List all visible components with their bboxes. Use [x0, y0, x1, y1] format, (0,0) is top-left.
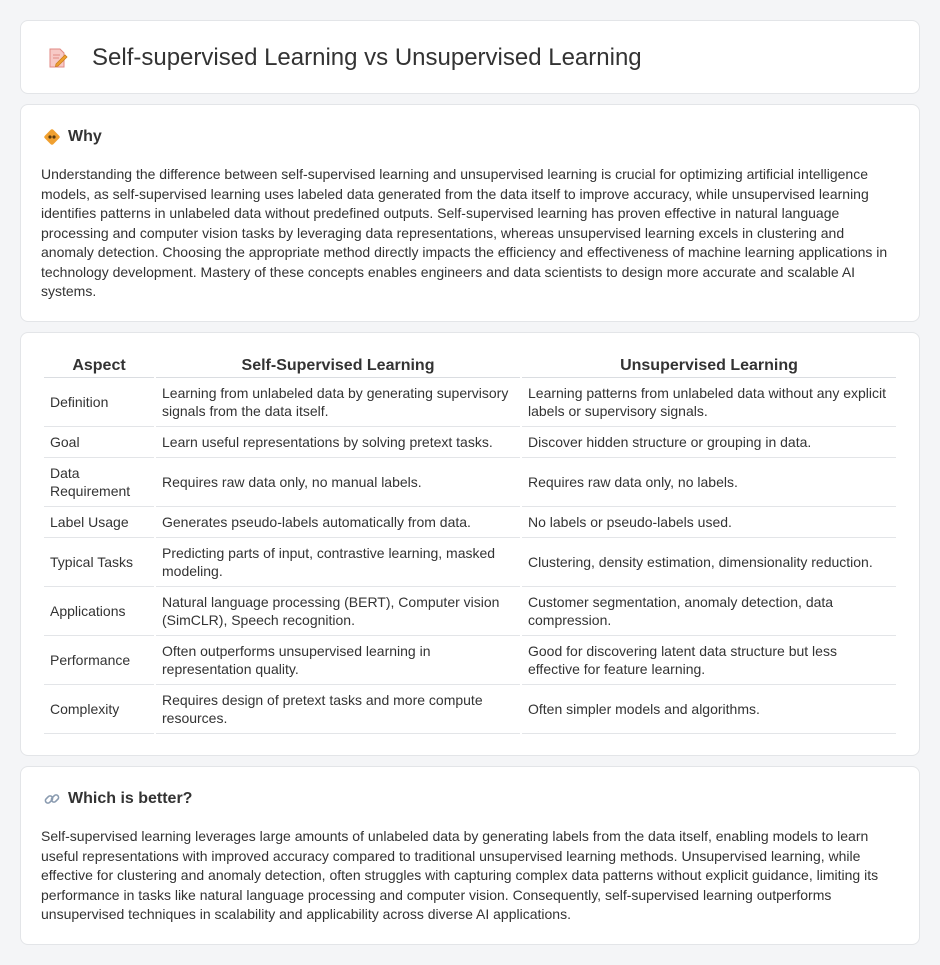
which-is-better-section — [20, 766, 920, 945]
aspect-cell: Goal — [44, 427, 154, 458]
unsupervised-cell: Clustering, density estimation, dimensionality reduction. — [522, 538, 896, 587]
self-supervised-cell: Requires raw data only, no manual labels. — [156, 458, 520, 507]
self-supervised-cell: Learning from unlabeled data by generating supervisory signals from the data itself. — [156, 378, 520, 427]
table-row — [44, 458, 896, 507]
why-text: Understanding the difference between self-supervised learning and unsupervised learning is crucial for optimizing artificial intelligence models, as self-supervised learning uses labeled data generated from the data itself to improve accuracy, while unsupervised learning identifies patterns in unlabeled data without predefined outputs. Self-supervised learning has proven effective in natural language processing and computer vision tasks by leveraging data representations, whereas unsupervised learning excels in clustering and anomaly detection. Choosing the appropriate method directly impacts the efficiency and effectiveness of machine learning applications in technology development. Mastery of these concepts enables engineers and data scientists to design more accurate and scalable AI systems. — [41, 166, 888, 299]
page-title: Self-supervised Learning vs Unsupervised Learning — [92, 44, 642, 71]
comparison-table — [42, 352, 898, 734]
column-header-self-supervised: Self-Supervised Learning — [156, 352, 520, 378]
unsupervised-cell: Good for discovering latent data structure but less effective for feature learning. — [522, 636, 896, 685]
aspect-cell: Applications — [44, 587, 154, 636]
column-header-unsupervised: Unsupervised Learning — [522, 352, 896, 378]
comparison-section — [20, 332, 920, 756]
aspect-cell: Performance — [44, 636, 154, 685]
self-supervised-cell: Often outperforms unsupervised learning in representation quality. — [156, 636, 520, 685]
diamond-sign-icon — [43, 128, 61, 146]
unsupervised-cell: No labels or pseudo-labels used. — [522, 507, 896, 538]
link-icon — [43, 790, 61, 808]
table-row — [44, 378, 896, 427]
self-supervised-cell: Natural language processing (BERT), Computer vision (SimCLR), Speech recognition. — [156, 587, 520, 636]
table-row — [44, 685, 896, 734]
better-text: Self-supervised learning leverages large amounts of unlabeled data by generating labels from the data itself, enabling models to learn useful representations with improved accuracy compared to traditional unsupervised learning methods. Unsupervised learning, while effective for clustering and anomaly detection, often struggles with capturing complex data patterns without explicit guidance, limiting its performance in tasks like natural language processing and computer vision. Consequently, self-supervised learning outperforms unsupervised techniques in scalability and applicability across diverse AI applications. — [41, 828, 879, 922]
why-heading-row — [43, 127, 102, 147]
aspect-cell: Data Requirement — [44, 458, 154, 507]
column-header-aspect: Aspect — [44, 352, 154, 378]
table-row — [44, 538, 896, 587]
self-supervised-cell: Generates pseudo-labels automatically from data. — [156, 507, 520, 538]
unsupervised-cell: Requires raw data only, no labels. — [522, 458, 896, 507]
aspect-cell: Definition — [44, 378, 154, 427]
better-heading: Which is better? — [68, 790, 193, 807]
better-heading-row — [43, 789, 192, 809]
why-section — [20, 104, 920, 322]
unsupervised-cell: Discover hidden structure or grouping in data. — [522, 427, 896, 458]
table-row — [44, 587, 896, 636]
self-supervised-cell: Requires design of pretext tasks and more compute resources. — [156, 685, 520, 734]
header-card — [20, 20, 920, 94]
unsupervised-cell: Customer segmentation, anomaly detection, data compression. — [522, 587, 896, 636]
document-pen-icon — [47, 47, 69, 69]
table-row — [44, 507, 896, 538]
aspect-cell: Typical Tasks — [44, 538, 154, 587]
unsupervised-cell: Often simpler models and algorithms. — [522, 685, 896, 734]
why-heading: Why — [68, 128, 102, 145]
table-row — [44, 636, 896, 685]
self-supervised-cell: Predicting parts of input, contrastive learning, masked modeling. — [156, 538, 520, 587]
table-header-row — [44, 352, 896, 378]
aspect-cell: Label Usage — [44, 507, 154, 538]
table-row — [44, 427, 896, 458]
aspect-cell: Complexity — [44, 685, 154, 734]
self-supervised-cell: Learn useful representations by solving pretext tasks. — [156, 427, 520, 458]
unsupervised-cell: Learning patterns from unlabeled data without any explicit labels or supervisory signals. — [522, 378, 896, 427]
